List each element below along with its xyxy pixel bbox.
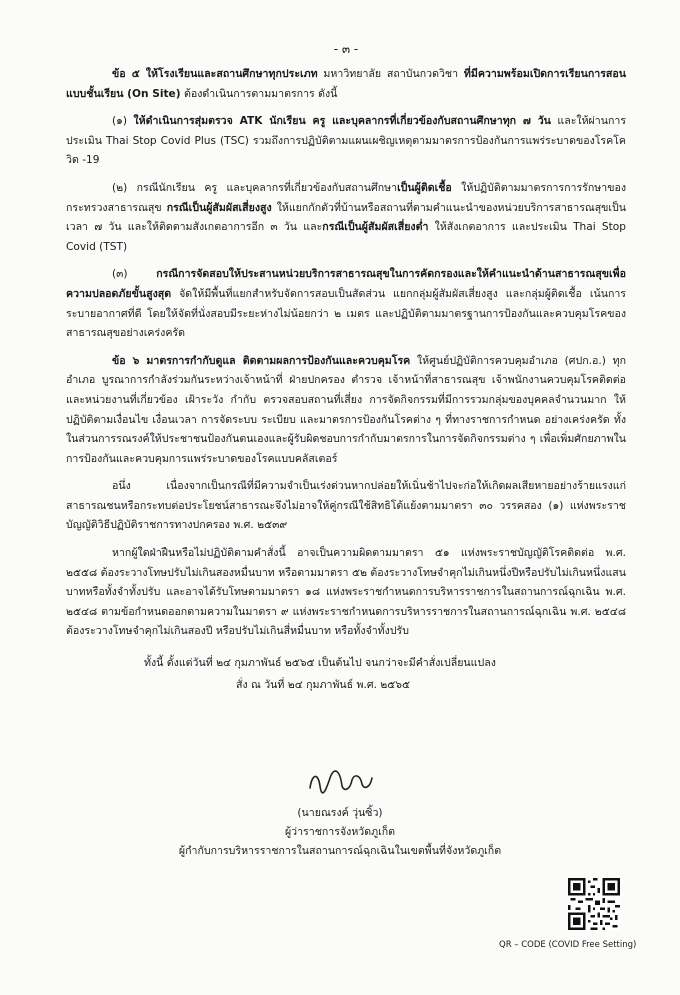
penalty-paragraph: หากผู้ใดฝ่าฝืนหรือไม่ปฏิบัติตามคำสั่งนี้ อาจเป็นความผิดตามมาตรา ๕๑ แห่งพระราชบัญญัติโรคติดต่อ พ.ศ. ๒๕๕๘ ต้องระวางโทษปรับไม่เกินสองหมื่นบาท หรือตามมาตรา ๕๒ ต้องระวางโทษจำคุกไม่เกินหนึ่งปีหรือปรับไม่เกินหนึ่งแสนบาทหรือทั้งจำทั้งปรับ และอาจได้รับโทษตามมาตรา ๑๘ แห่งพระราชกำหนดการบริหารราชการในสถานการณ์ฉุกเฉิน พ.ศ. ๒๕๔๘ ตามข้อกำหนดออกตามความในมาตรา ๙ แห่งพระราชกำหนดการบริหารราชการในสถานการณ์ฉุกเฉิน พ.ศ. ๒๕๔๘ ต้องระวางโทษจำคุกไม่เกินสองปี หรือปรับไม่เกินสี่หมื่นบาท หรือทั้งจำทั้งปรับ <box>66 547 626 638</box>
date-block <box>66 652 626 696</box>
document-body <box>66 40 626 696</box>
signatory-title: ผู้ว่าราชการจังหวัดภูเก็ต <box>284 826 396 838</box>
signatory-name: (นายณรงค์ วุ่นซิ้ว) <box>297 807 383 819</box>
handwritten-signature <box>300 760 380 800</box>
effective-date-line: ทั้งนี้ ตั้งแต่วันที่ ๒๔ กุมภาพันธ์ ๒๕๖๕ เป็นต้นไป จนกว่าจะมีคำสั่งเปลี่ยนแปลง <box>144 657 496 670</box>
clause-6: ข้อ ๖ มาตรการกำกับดูแล ติดตามผลการป้องกันและควบคุมโรค ให้ศูนย์ปฏิบัติการควบคุมอำเภอ (ศปก.อ.) ทุกอำเภอ บูรณาการกำลังร่วมกันระหว่างเจ้าหน้าที่ ฝ่ายปกครอง ตำรวจ เจ้าหน้าที่สาธารณสุข เจ้าพนักงานควบคุมโรคติดต่อ และหน่วยงานที่เกี่ยวข้อง เฝ้าระวัง กำกับ ตรวจสอบสถานที่เสี่ยง การจัดกิจกรรมที่มีการรวมกลุ่มของบุคคลจำนวนมาก ให้ปฏิบัติตามเงื่อนไข เงื่อนเวลา การจัดระบบ ระเบียบ และมาตรการป้องกันโรคต่าง ๆ ที่ทางราชการกำหนด อย่างเคร่งครัด ทั้งในส่วนการรณรงค์ให้ประชาชนป้องกันตนเองและผู้รับผิดชอบการกำกับมาตรการในการจัดกิจกรรมต่าง ๆ เพื่อเพิ่มศักยภาพในการป้องกันและควบคุมการแพร่ระบาดของโรคแบบคลัสเตอร์ <box>66 354 626 465</box>
qr-caption: QR – CODE (COVID Free Setting) <box>499 940 637 950</box>
clause-6-heading: ข้อ ๖ มาตรการกำกับดูแล ติดตามผลการป้องกันและควบคุมโรค <box>112 354 411 367</box>
page-number: - ๓ - <box>333 42 359 56</box>
clause-5-item-3: (๓) กรณีการจัดสอบให้ประสานหน่วยบริการสาธารณสุขในการคัดกรองและให้คำแนะนำด้านสาธารณสุขเพื่อความปลอดภัยขั้นสูงสุด จัดให้มีพื้นที่แยกสำหรับจัดการสอบเป็นสัดส่วน แยกกลุ่มผู้สัมผัสเสี่ยงสูง และกลุ่มผู้ติดเชื้อ เน้นการระบายอากาศที่ดี โดยให้จัดที่นั่งสอบมีระยะห่างไม่น้อยกว่า ๒ เมตร และปฏิบัติตามมาตรฐานการป้องกันและควบคุมโรคของสาธารณสุขอย่างเคร่งครัด <box>66 268 626 340</box>
urgency-paragraph: อนึ่ง เนื่องจากเป็นกรณีที่มีความจำเป็นเร่งด่วนหากปล่อยให้เนิ่นช้าไปจะก่อให้เกิดผลเสียหายอย่างร้ายแรงแก่สาธารณชนหรือกระทบต่อประโยชน์สาธารณะจึงไม่อาจให้คู่กรณีใช้สิทธิโต้แย้งตามมาตรา ๓๐ วรรคสอง (๑) แห่งพระราชบัญญัติวิธีปฏิบัติราชการทางปกครอง พ.ศ. ๒๕๓๙ <box>66 480 626 532</box>
qr-code[interactable] <box>568 878 620 930</box>
signatory-role: ผู้กำกับการบริหารราชการในสถานการณ์ฉุกเฉินในเขตพื้นที่จังหวัดภูเก็ต <box>178 845 502 857</box>
signature-block <box>0 760 680 861</box>
ordered-date-line: สั่ง ณ วันที่ ๒๔ กุมภาพันธ์ พ.ศ. ๒๕๖๕ <box>236 679 411 692</box>
clause-5-heading: ข้อ ๕ ให้โรงเรียนและสถานศึกษาทุกประเภท <box>112 68 318 80</box>
clause-5-item-1: (๑) ให้ดำเนินการสุ่มตรวจ ATK นักเรียน ครู และบุคลากรที่เกี่ยวข้องกับสถานศึกษาทุก ๗ วัน และให้ผ่านการประเมิน Thai Stop Covid Plus (TSC) รวมถึงการปฏิบัติตามแผนเผชิญเหตุตามมาตรการป้องกันการแพร่ระบาดของโรคโควิด -19 <box>66 115 627 167</box>
clause-5-item-2: (๒) กรณีนักเรียน ครู และบุคลากรที่เกี่ยวข้องกับสถานศึกษาเป็นผู้ติดเชื้อ ให้ปฏิบัติตามมาตรการการรักษาของกระทรวงสาธารณสุข กรณีเป็นผู้สัมผัสเสี่ยงสูง ให้แยกกักตัวที่บ้านหรือสถานที่ตามคำแนะนำของหน่วยบริการสาธารณสุขเป็นเวลา ๗ วัน และให้ติดตามสังเกตอาการอีก ๓ วัน และกรณีเป็นผู้สัมผัสเสี่ยงต่ำ ให้สังเกตอาการ และประเมิน Thai Stop Covid (TST) <box>66 181 627 253</box>
clause-5: ข้อ ๕ ให้โรงเรียนและสถานศึกษาทุกประเภท มหาวิทยาลัย สถาบันกวดวิชา ที่มีความพร้อมเปิดการเรียนการสอนแบบชั้นเรียน (On Site) ต้องดำเนินการตามมาตรการ ดังนี้ <box>66 68 626 100</box>
